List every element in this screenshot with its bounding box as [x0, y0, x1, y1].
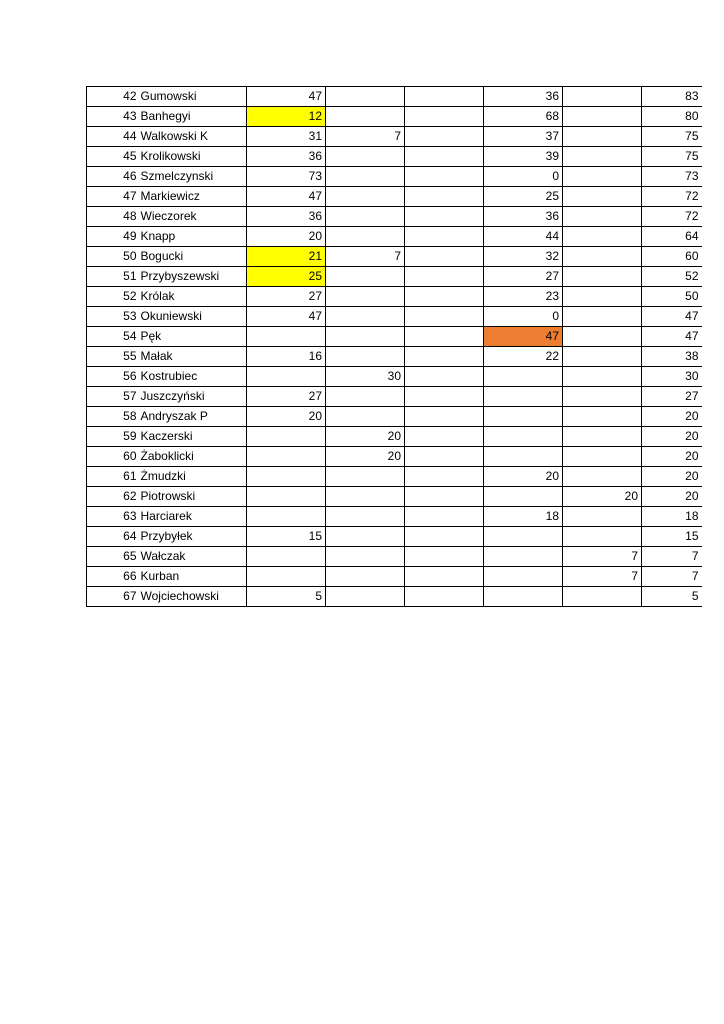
score-cell-1: 36 — [247, 207, 326, 227]
score-cell-1 — [247, 327, 326, 347]
score-cell-5 — [563, 247, 642, 267]
score-cell-1: 31 — [247, 127, 326, 147]
score-cell-2 — [326, 87, 405, 107]
score-cell-4: 20 — [484, 467, 563, 487]
score-cell-2: 7 — [326, 127, 405, 147]
name-cell: Harciarek — [139, 507, 247, 527]
score-cell-5 — [563, 347, 642, 367]
score-cell-2 — [326, 187, 405, 207]
score-cell-4: 44 — [484, 227, 563, 247]
total-cell: 5 — [642, 587, 702, 607]
total-cell: 73 — [642, 167, 702, 187]
score-cell-4 — [484, 387, 563, 407]
score-cell-4: 0 — [484, 307, 563, 327]
score-cell-3 — [405, 287, 484, 307]
score-cell-5 — [563, 307, 642, 327]
score-cell-1 — [247, 487, 326, 507]
table-row — [87, 307, 702, 327]
table-row — [87, 407, 702, 427]
name-cell: Banhegyi — [139, 107, 247, 127]
rank-cell: 54 — [87, 327, 139, 347]
table-row — [87, 207, 702, 227]
table-row — [87, 247, 702, 267]
score-cell-3 — [405, 307, 484, 327]
table-row — [87, 267, 702, 287]
score-cell-3 — [405, 467, 484, 487]
score-cell-5: 7 — [563, 547, 642, 567]
name-cell: Królak — [139, 287, 247, 307]
score-cell-1 — [247, 427, 326, 447]
name-cell: Piotrowski — [139, 487, 247, 507]
score-cell-1: 20 — [247, 407, 326, 427]
score-cell-3 — [405, 87, 484, 107]
score-cell-1 — [247, 547, 326, 567]
name-cell: Kostrubiec — [139, 367, 247, 387]
score-cell-5: 7 — [563, 567, 642, 587]
score-cell-5 — [563, 447, 642, 467]
score-cell-5 — [563, 227, 642, 247]
score-cell-3 — [405, 447, 484, 467]
score-cell-3 — [405, 247, 484, 267]
score-cell-4: 18 — [484, 507, 563, 527]
total-cell: 83 — [642, 87, 702, 107]
score-cell-1 — [247, 567, 326, 587]
score-cell-5 — [563, 587, 642, 607]
score-cell-1: 27 — [247, 287, 326, 307]
score-cell-3 — [405, 507, 484, 527]
name-cell: Żmudzki — [139, 467, 247, 487]
total-cell: 72 — [642, 187, 702, 207]
score-cell-4: 68 — [484, 107, 563, 127]
total-cell: 7 — [642, 567, 702, 587]
score-cell-4 — [484, 487, 563, 507]
score-cell-1: 47 — [247, 307, 326, 327]
table-row — [87, 327, 702, 347]
score-cell-2 — [326, 227, 405, 247]
score-cell-4: 47 — [484, 327, 563, 347]
name-cell: Wieczorek — [139, 207, 247, 227]
rank-cell: 63 — [87, 507, 139, 527]
rank-cell: 64 — [87, 527, 139, 547]
rank-cell: 57 — [87, 387, 139, 407]
score-cell-4 — [484, 447, 563, 467]
table-row — [87, 87, 702, 107]
total-cell: 72 — [642, 207, 702, 227]
score-cell-1 — [247, 507, 326, 527]
score-cell-3 — [405, 587, 484, 607]
total-cell: 47 — [642, 307, 702, 327]
rank-cell: 49 — [87, 227, 139, 247]
score-cell-5 — [563, 287, 642, 307]
rank-cell: 51 — [87, 267, 139, 287]
score-cell-5 — [563, 327, 642, 347]
score-cell-4 — [484, 587, 563, 607]
score-cell-2 — [326, 347, 405, 367]
score-cell-3 — [405, 407, 484, 427]
rank-cell: 45 — [87, 147, 139, 167]
table-row — [87, 107, 702, 127]
score-cell-4: 32 — [484, 247, 563, 267]
name-cell: Żaboklicki — [139, 447, 247, 467]
score-cell-3 — [405, 427, 484, 447]
rank-cell: 43 — [87, 107, 139, 127]
table-row — [87, 527, 702, 547]
score-cell-5 — [563, 467, 642, 487]
name-cell: Przybyłek — [139, 527, 247, 547]
score-cell-3 — [405, 207, 484, 227]
score-cell-3 — [405, 567, 484, 587]
score-cell-2 — [326, 407, 405, 427]
total-cell: 75 — [642, 147, 702, 167]
name-cell: Knapp — [139, 227, 247, 247]
score-cell-4 — [484, 527, 563, 547]
score-cell-2 — [326, 487, 405, 507]
score-cell-3 — [405, 527, 484, 547]
score-cell-5: 20 — [563, 487, 642, 507]
name-cell: Markiewicz — [139, 187, 247, 207]
score-cell-1: 25 — [247, 267, 326, 287]
score-cell-2 — [326, 567, 405, 587]
score-cell-3 — [405, 267, 484, 287]
total-cell: 60 — [642, 247, 702, 267]
table-row — [87, 347, 702, 367]
score-cell-1 — [247, 467, 326, 487]
rank-cell: 62 — [87, 487, 139, 507]
score-cell-3 — [405, 147, 484, 167]
total-cell: 75 — [642, 127, 702, 147]
score-cell-4: 39 — [484, 147, 563, 167]
table-row — [87, 227, 702, 247]
rank-cell: 58 — [87, 407, 139, 427]
score-cell-5 — [563, 527, 642, 547]
score-cell-4: 37 — [484, 127, 563, 147]
score-cell-3 — [405, 127, 484, 147]
score-cell-4 — [484, 427, 563, 447]
score-cell-1: 5 — [247, 587, 326, 607]
score-cell-4: 22 — [484, 347, 563, 367]
rank-cell: 50 — [87, 247, 139, 267]
total-cell: 20 — [642, 427, 702, 447]
rank-cell: 44 — [87, 127, 139, 147]
total-cell: 47 — [642, 327, 702, 347]
score-cell-4 — [484, 567, 563, 587]
score-cell-3 — [405, 107, 484, 127]
table-row — [87, 567, 702, 587]
score-cell-4: 25 — [484, 187, 563, 207]
name-cell: Kurban — [139, 567, 247, 587]
table-row — [87, 587, 702, 607]
total-cell: 20 — [642, 407, 702, 427]
score-cell-5 — [563, 127, 642, 147]
score-cell-5 — [563, 207, 642, 227]
score-cell-3 — [405, 547, 484, 567]
score-cell-3 — [405, 367, 484, 387]
score-cell-4: 36 — [484, 87, 563, 107]
name-cell: Andryszak P — [139, 407, 247, 427]
rank-cell: 65 — [87, 547, 139, 567]
score-cell-2 — [326, 167, 405, 187]
score-cell-4 — [484, 547, 563, 567]
score-cell-2 — [326, 107, 405, 127]
score-cell-1: 12 — [247, 107, 326, 127]
score-cell-5 — [563, 367, 642, 387]
table-row — [87, 447, 702, 467]
ranking-table-body — [87, 87, 702, 607]
score-cell-2 — [326, 147, 405, 167]
score-cell-1 — [247, 367, 326, 387]
score-cell-2 — [326, 207, 405, 227]
score-cell-2 — [326, 547, 405, 567]
score-cell-2 — [326, 287, 405, 307]
table-row — [87, 167, 702, 187]
name-cell: Bogucki — [139, 247, 247, 267]
rank-cell: 42 — [87, 87, 139, 107]
score-cell-4: 23 — [484, 287, 563, 307]
score-cell-5 — [563, 167, 642, 187]
score-cell-2 — [326, 267, 405, 287]
rank-cell: 67 — [87, 587, 139, 607]
name-cell: Okuniewski — [139, 307, 247, 327]
total-cell: 52 — [642, 267, 702, 287]
total-cell: 20 — [642, 467, 702, 487]
name-cell: Wojciechowski — [139, 587, 247, 607]
score-cell-4: 36 — [484, 207, 563, 227]
rank-cell: 53 — [87, 307, 139, 327]
total-cell: 20 — [642, 487, 702, 507]
score-cell-5 — [563, 387, 642, 407]
score-cell-1: 27 — [247, 387, 326, 407]
score-cell-3 — [405, 347, 484, 367]
table-row — [87, 507, 702, 527]
total-cell: 27 — [642, 387, 702, 407]
score-cell-5 — [563, 507, 642, 527]
score-cell-5 — [563, 427, 642, 447]
score-cell-3 — [405, 327, 484, 347]
score-cell-4: 27 — [484, 267, 563, 287]
score-cell-3 — [405, 187, 484, 207]
score-cell-3 — [405, 227, 484, 247]
table-row — [87, 487, 702, 507]
score-cell-3 — [405, 167, 484, 187]
name-cell: Przybyszewski — [139, 267, 247, 287]
rank-cell: 55 — [87, 347, 139, 367]
score-cell-2 — [326, 307, 405, 327]
name-cell: Wałczak — [139, 547, 247, 567]
total-cell: 38 — [642, 347, 702, 367]
score-cell-2 — [326, 587, 405, 607]
ranking-table — [86, 86, 702, 607]
table-row — [87, 147, 702, 167]
rank-cell: 46 — [87, 167, 139, 187]
table-row — [87, 427, 702, 447]
score-cell-3 — [405, 387, 484, 407]
rank-cell: 60 — [87, 447, 139, 467]
score-cell-5 — [563, 87, 642, 107]
score-cell-1: 21 — [247, 247, 326, 267]
table-row — [87, 387, 702, 407]
score-cell-5 — [563, 107, 642, 127]
table-row — [87, 367, 702, 387]
total-cell: 18 — [642, 507, 702, 527]
table-row — [87, 127, 702, 147]
name-cell: Juszczyński — [139, 387, 247, 407]
score-cell-1: 20 — [247, 227, 326, 247]
table-row — [87, 547, 702, 567]
total-cell: 80 — [642, 107, 702, 127]
score-cell-5 — [563, 147, 642, 167]
score-cell-2 — [326, 527, 405, 547]
table-row — [87, 287, 702, 307]
rank-cell: 61 — [87, 467, 139, 487]
score-cell-1: 36 — [247, 147, 326, 167]
name-cell: Walkowski K — [139, 127, 247, 147]
score-cell-5 — [563, 187, 642, 207]
score-cell-1: 16 — [247, 347, 326, 367]
score-cell-2 — [326, 327, 405, 347]
score-cell-4 — [484, 407, 563, 427]
score-cell-2 — [326, 507, 405, 527]
name-cell: Małak — [139, 347, 247, 367]
score-cell-2: 7 — [326, 247, 405, 267]
rank-cell: 48 — [87, 207, 139, 227]
rank-cell: 66 — [87, 567, 139, 587]
score-cell-2 — [326, 467, 405, 487]
table-row — [87, 187, 702, 207]
score-cell-1 — [247, 447, 326, 467]
total-cell: 20 — [642, 447, 702, 467]
score-cell-2: 20 — [326, 447, 405, 467]
name-cell: Pęk — [139, 327, 247, 347]
rank-cell: 47 — [87, 187, 139, 207]
score-cell-1: 47 — [247, 87, 326, 107]
score-cell-2: 20 — [326, 427, 405, 447]
score-cell-1: 73 — [247, 167, 326, 187]
score-cell-2: 30 — [326, 367, 405, 387]
total-cell: 64 — [642, 227, 702, 247]
score-cell-2 — [326, 387, 405, 407]
name-cell: Gumowski — [139, 87, 247, 107]
name-cell: Krolikowski — [139, 147, 247, 167]
total-cell: 50 — [642, 287, 702, 307]
rank-cell: 59 — [87, 427, 139, 447]
score-cell-5 — [563, 407, 642, 427]
name-cell: Szmelczynski — [139, 167, 247, 187]
score-cell-1: 47 — [247, 187, 326, 207]
rank-cell: 56 — [87, 367, 139, 387]
score-cell-4: 0 — [484, 167, 563, 187]
total-cell: 30 — [642, 367, 702, 387]
score-cell-5 — [563, 267, 642, 287]
total-cell: 7 — [642, 547, 702, 567]
total-cell: 15 — [642, 527, 702, 547]
score-cell-4 — [484, 367, 563, 387]
name-cell: Kaczerski — [139, 427, 247, 447]
score-cell-3 — [405, 487, 484, 507]
rank-cell: 52 — [87, 287, 139, 307]
table-row — [87, 467, 702, 487]
score-cell-1: 15 — [247, 527, 326, 547]
